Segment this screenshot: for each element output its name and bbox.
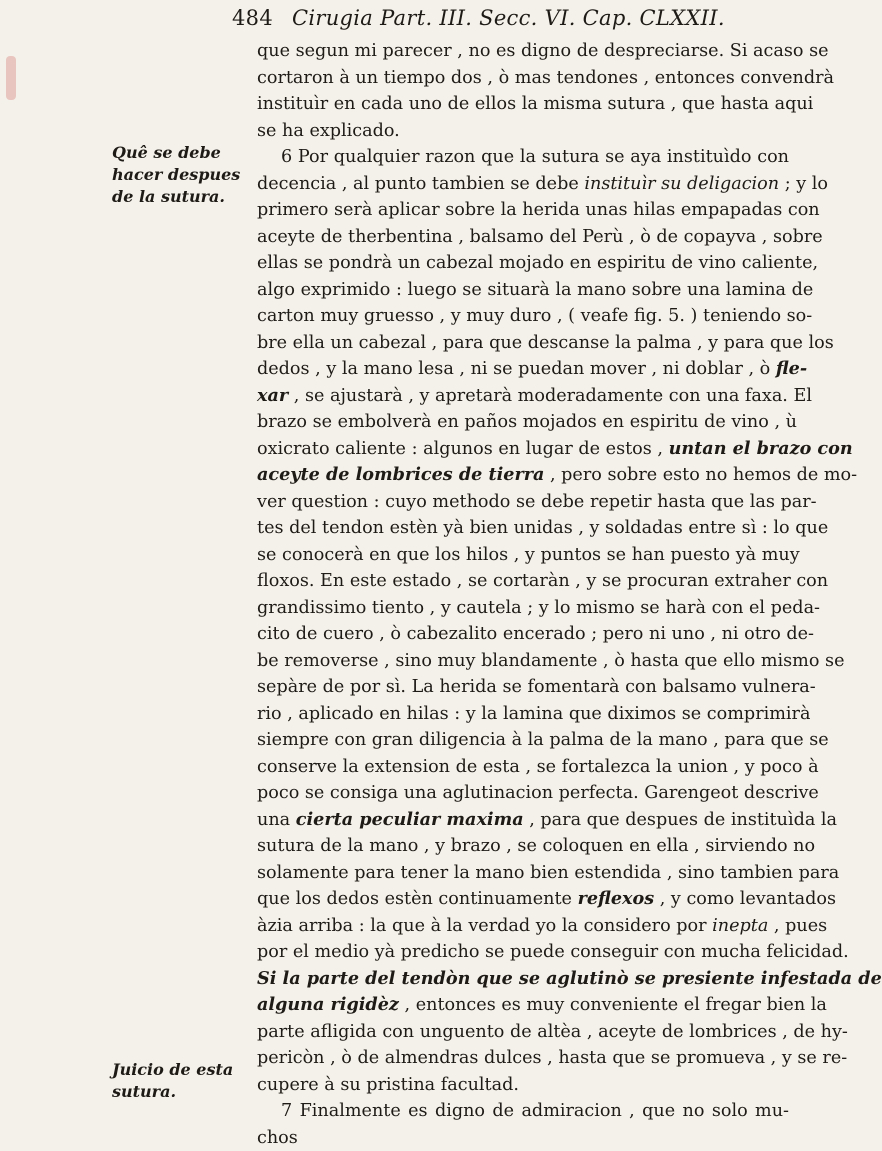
- emphasis-segment: reflexos: [578, 888, 655, 909]
- text-line: [257, 277, 789, 304]
- text-line: [257, 1125, 789, 1151]
- text-line: [257, 197, 789, 224]
- emphasis-segment: aceyte de lombrices de tierra: [257, 464, 544, 485]
- text-line: [257, 674, 789, 701]
- body-text: [257, 38, 789, 1151]
- text-line: [257, 833, 789, 860]
- margin-note-2: [112, 1059, 252, 1103]
- text-segment: be removerse , sino muy blandamente , ò hasta que ello mismo se: [257, 651, 845, 671]
- text-line: [257, 409, 789, 436]
- text-segment: que los dedos estèn continuamente: [257, 889, 578, 909]
- margin-note-line: Juicio de esta: [112, 1059, 252, 1081]
- text-line: [257, 1045, 789, 1072]
- text-line: [257, 568, 789, 595]
- text-line: [257, 860, 789, 887]
- emphasis-segment: alguna rigidèz: [257, 994, 399, 1015]
- text-line: [257, 648, 789, 675]
- text-line: [257, 65, 789, 92]
- text-segment: decencia , al punto tambien se debe: [257, 174, 584, 194]
- margin-note-1: [112, 142, 252, 208]
- text-line: [257, 939, 789, 966]
- text-line: [257, 118, 789, 145]
- text-segment: instituìr en cada uno de ellos la misma sutura , que hasta aqui: [257, 94, 813, 114]
- text-segment: pericòn , ò de almendras dulces , hasta que se promueva , y se re-: [257, 1048, 847, 1068]
- page-number: 484: [232, 6, 273, 30]
- text-segment: àzia arriba : la que à la verdad yo la considero por: [257, 916, 712, 936]
- margin-note-line: sutura.: [112, 1081, 252, 1103]
- emphasis-segment: xar: [257, 385, 288, 406]
- ink-stain: [6, 56, 16, 100]
- text-line: [257, 886, 789, 913]
- text-line: [257, 966, 789, 993]
- text-segment: sepàre de por sì. La herida se fomentarà con balsamo vulnera-: [257, 677, 816, 697]
- text-segment: primero serà aplicar sobre la herida unas hilas empapadas con: [257, 200, 820, 220]
- text-segment: chos: [257, 1128, 298, 1148]
- text-segment: parte afligida con unguento de altèa , aceyte de lombrices , de hy-: [257, 1022, 848, 1042]
- text-line: [257, 727, 789, 754]
- text-line: [257, 330, 789, 357]
- text-line: [257, 144, 789, 171]
- text-segment: siempre con gran diligencia à la palma de la mano , para que se: [257, 730, 829, 750]
- text-segment: , y como levantados: [654, 889, 836, 909]
- text-segment: grandissimo tiento , y cautela ; y lo mismo se harà con el peda-: [257, 598, 820, 618]
- text-line: [257, 250, 789, 277]
- text-segment: poco se consiga una aglutinacion perfecta. Garengeot descrive: [257, 783, 819, 803]
- text-line: [257, 462, 789, 489]
- text-segment: dedos , y la mano lesa , ni se puedan mover , ni doblar , ò: [257, 359, 776, 379]
- text-line: [257, 913, 789, 940]
- text-segment: , pero sobre esto no hemos de mo-: [544, 465, 857, 485]
- italic-segment: instituìr su deligacion: [584, 174, 779, 194]
- text-line: [257, 701, 789, 728]
- text-line: [257, 807, 789, 834]
- text-segment: brazo se embolverà en paños mojados en espiritu de vino , ù: [257, 412, 797, 432]
- text-line: [257, 992, 789, 1019]
- text-line: [257, 1072, 789, 1099]
- text-segment: cupere à su pristina facultad.: [257, 1075, 519, 1095]
- text-segment: por el medio yà predicho se puede conseguir con mucha felicidad.: [257, 942, 849, 962]
- text-segment: que segun mi parecer , no es digno de despreciarse. Si acaso se: [257, 41, 829, 61]
- running-title: Cirugia Part. III. Secc. VI. Cap. CLXXII.: [292, 6, 725, 30]
- text-segment: sutura de la mano , y brazo , se coloquen en ella , sirviendo no: [257, 836, 815, 856]
- text-line: [257, 356, 789, 383]
- text-segment: rio , aplicado en hilas : y la lamina que diximos se comprimirà: [257, 704, 810, 724]
- text-line: [257, 91, 789, 118]
- text-segment: , pues: [768, 916, 827, 936]
- text-segment: ; y lo: [779, 174, 828, 194]
- text-segment: , para que despues de instituìda la: [524, 810, 837, 830]
- text-line: [257, 542, 789, 569]
- text-segment: solamente para tener la mano bien estendida , sino tambien para: [257, 863, 839, 883]
- text-segment: cortaron à un tiempo dos , ò mas tendones , entonces convendrà: [257, 68, 834, 88]
- text-segment: algo exprimido : luego se situarà la mano sobre una lamina de: [257, 280, 813, 300]
- text-line: [257, 1019, 789, 1046]
- text-segment: se ha explicado.: [257, 121, 400, 141]
- margin-note-line: de la sutura.: [112, 186, 252, 208]
- text-line: [257, 171, 789, 198]
- text-line: [257, 1098, 789, 1125]
- text-line: [257, 515, 789, 542]
- text-line: [257, 224, 789, 251]
- text-line: [257, 436, 789, 463]
- text-line: [257, 754, 789, 781]
- italic-segment: inepta: [712, 916, 768, 936]
- text-segment: aceyte de therbentina , balsamo del Perù , ò de copayva , sobre: [257, 227, 823, 247]
- text-line: [257, 780, 789, 807]
- emphasis-segment: cierta peculiar maxima: [296, 809, 524, 830]
- emphasis-segment: fle-: [776, 358, 807, 379]
- text-line: [257, 595, 789, 622]
- text-segment: 6 Por qualquier razon que la sutura se aya instituìdo con: [281, 147, 789, 167]
- text-segment: se conocerà en que los hilos , y puntos se han puesto yà muy: [257, 545, 800, 565]
- text-segment: tes del tendon estèn yà bien unidas , y soldadas entre sì : lo que: [257, 518, 828, 538]
- text-segment: bre ella un cabezal , para que descanse la palma , y para que los: [257, 333, 834, 353]
- margin-note-line: Quê se debe: [112, 142, 252, 164]
- margin-note-line: hacer despues: [112, 164, 252, 186]
- text-line: [257, 489, 789, 516]
- text-segment: , se ajustarà , y apretarà moderadamente con una faxa. El: [288, 386, 812, 406]
- text-line: [257, 621, 789, 648]
- text-segment: 7 Finalmente es digno de admiracion , que no solo mu-: [281, 1101, 789, 1121]
- text-line: [257, 303, 789, 330]
- text-segment: ellas se pondrà un cabezal mojado en espiritu de vino caliente,: [257, 253, 818, 273]
- text-segment: carton muy gruesso , y muy duro , ( veafe fig. 5. ) teniendo so-: [257, 306, 812, 326]
- emphasis-segment: untan el brazo con: [669, 438, 853, 459]
- text-segment: cito de cuero , ò cabezalito encerado ; pero ni uno , ni otro de-: [257, 624, 814, 644]
- emphasis-segment: Si la parte del tendòn que se aglutinò se presiente infestada de: [257, 968, 882, 989]
- text-segment: oxicrato caliente : algunos en lugar de estos ,: [257, 439, 669, 459]
- text-segment: ver question : cuyo methodo se debe repetir hasta que las par-: [257, 492, 817, 512]
- text-line: [257, 383, 789, 410]
- text-segment: , entonces es muy conveniente el fregar bien la: [399, 995, 827, 1015]
- text-segment: floxos. En este estado , se cortaràn , y se procuran extraher con: [257, 571, 828, 591]
- text-segment: una: [257, 810, 296, 830]
- text-segment: conserve la extension de esta , se fortalezca la union , y poco à: [257, 757, 819, 777]
- page-header: [232, 6, 725, 30]
- text-line: [257, 38, 789, 65]
